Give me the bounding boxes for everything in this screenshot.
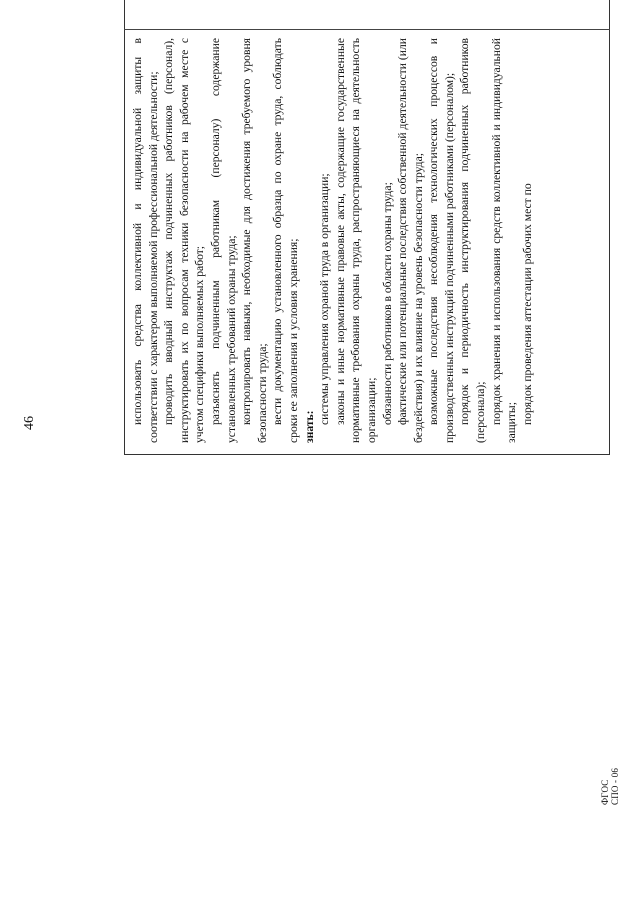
content-paragraph: порядок и периодичность инструктирования подчиненных работников (персонала); <box>458 38 488 443</box>
content-paragraph: разъяснять подчиненным работникам (персоналу) содержание установленных требований охраны труда; <box>208 38 238 443</box>
content-paragraph: порядок хранения и использования средств коллективной и индивидуальной защиты; <box>489 38 519 443</box>
content-paragraph: системы управления охраной труда в организации; <box>318 173 332 425</box>
content-paragraph: контролировать навыки, необходимые для достижения требуемого уровня безопасности труда; <box>240 38 269 443</box>
content-paragraph: возможные последствия несоблюдения технологических процессов и производственных инструкций подчиненными работниками (персоналом); <box>427 38 456 443</box>
content-paragraph: законы и иные нормативные правовые акты, содержащие государственные нормативные требования охраны труда, распространяющиеся на деятельность организации; <box>333 38 378 443</box>
content-paragraph: проводить вводный инструктаж подчиненных работников (персонал), инструктировать их по вопросам техники безопасности на рабочем месте с учетом специфики выполняемых работ; <box>162 38 207 443</box>
column-divider <box>124 29 610 30</box>
hours-column <box>124 0 610 29</box>
content-column <box>124 30 610 455</box>
content-paragraph: фактические или потенциальные последствия собственной деятельности (или бездействия) и их влияние на уровень безопасности труда; <box>396 38 425 443</box>
content-paragraph: порядок проведения аттестации рабочих мест по <box>520 183 534 425</box>
content-paragraph: обязанности работников в области охраны труда; <box>380 182 394 425</box>
content-paragraph: вести документацию установленного образца по охране труда, соблюдать сроки ее заполнения и условия хранения; <box>271 38 300 443</box>
content-paragraph: использовать средства коллективной и индивидуальной защиты в соответствии с характером выполняемой профессиональной деятельности; <box>131 38 160 443</box>
document-code: ФГОС СПО - 06 <box>600 767 620 805</box>
rotated-page <box>124 0 610 455</box>
section-heading: знать: <box>302 410 316 443</box>
page-number: 46 <box>22 416 37 430</box>
